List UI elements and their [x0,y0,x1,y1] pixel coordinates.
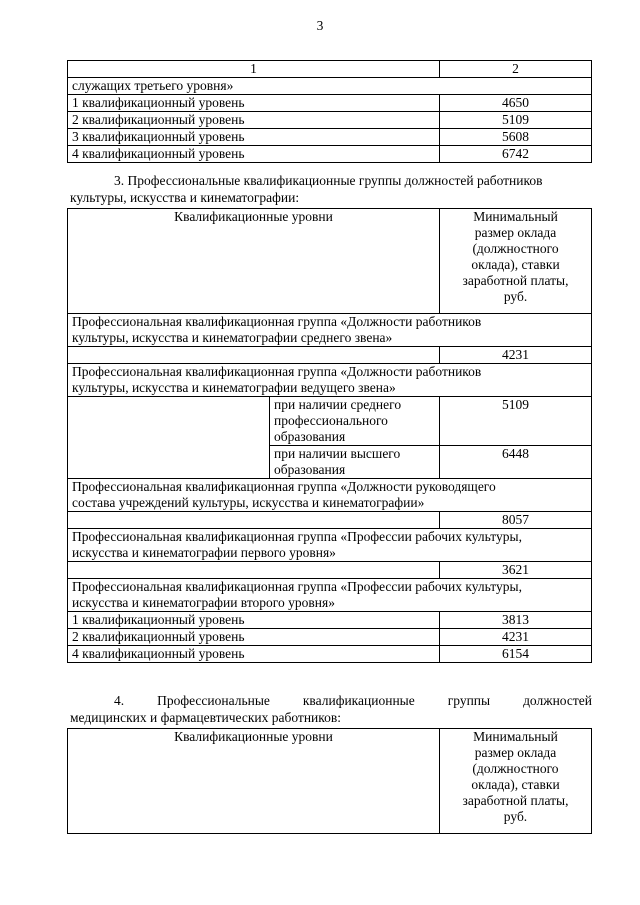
group-title-line: Профессиональная квалификационная группа «Профессии рабочих культуры, [72,579,522,594]
group-title [68,479,592,512]
min-salary-header [440,729,592,834]
condition-line: профессионального [274,413,388,428]
table-row [68,146,592,163]
salary-value: 5109 [440,397,592,446]
level-label: 1 квалификационный уровень [68,95,440,112]
table-row [68,629,592,646]
section-4-heading-line-1: 4. Профессиональные квалификационные группы должностей [114,693,592,708]
section-3-heading-line-1: 3. Профессиональные квалификационные группы должностей работников [114,173,543,188]
salary-value: 4231 [440,629,592,646]
group-title-line: Профессиональная квалификационная группа «Профессии рабочих культуры, [72,529,522,544]
education-condition [270,446,440,479]
group-title [68,364,592,397]
level-label: 4 квалификационный уровень [68,646,440,663]
salary-value: 4650 [440,95,592,112]
level-label: 3 квалификационный уровень [68,129,440,146]
group-title-line: Профессиональная квалификационная группа «Должности работников [72,364,482,379]
table-row [68,95,592,112]
header-line: Минимальный [473,729,558,744]
table-row [68,78,592,95]
min-salary-header [440,209,592,314]
levels-header: Квалификационные уровни [68,729,440,834]
header-line: заработной платы, [462,793,569,808]
group-title-line: культуры, искусства и кинематографии ведущего звена» [72,380,396,395]
header-line: (должностного [472,761,559,776]
group-row [68,314,592,347]
level-label: 2 квалификационный уровень [68,112,440,129]
group-title-line: искусства и кинематографии второго уровня» [72,595,335,610]
level-label: 4 квалификационный уровень [68,146,440,163]
salary-value: 3813 [440,612,592,629]
table-row [68,112,592,129]
salary-table-continuation [67,60,592,163]
section-4-heading [70,692,592,726]
table-header-row [68,61,592,78]
table-row [68,612,592,629]
header-line: руб. [503,809,528,824]
salary-value: 6154 [440,646,592,663]
section-3-heading [70,172,592,206]
salary-value: 8057 [440,512,592,529]
column-number-1: 1 [68,61,440,78]
levels-header: Квалификационные уровни [68,209,440,314]
salary-value: 5608 [440,129,592,146]
header-line: (должностного [472,241,559,256]
section-3-heading-line-2: культуры, искусства и кинематографии: [70,190,300,205]
group-title-line: состава учреждений культуры, искусства и кинематографии» [72,495,425,510]
salary-value: 5109 [440,112,592,129]
group-title-line: Профессиональная квалификационная группа «Должности руководящего [72,479,496,494]
header-line: заработной платы, [462,273,569,288]
group-title-line: культуры, искусства и кинематографии среднего звена» [72,330,393,345]
header-line: размер оклада [474,745,557,760]
salary-value: 6742 [440,146,592,163]
culture-salary-table [67,208,592,663]
group-title [68,529,592,562]
education-condition [270,397,440,446]
group-continuation: служащих третьего уровня» [68,78,592,95]
group-row [68,479,592,512]
group-row [68,364,592,397]
condition-line: при наличии среднего [274,397,402,412]
column-number-2: 2 [440,61,592,78]
condition-line: образования [274,462,346,477]
condition-line: образования [274,429,346,444]
header-line: оклада), ставки [471,777,560,792]
header-line: размер оклада [474,225,557,240]
group-title-line: Профессиональная квалификационная группа «Должности работников [72,314,482,329]
table-row [68,562,592,579]
salary-value: 3621 [440,562,592,579]
table-header-row [68,209,592,314]
salary-value: 6448 [440,446,592,479]
salary-value: 4231 [440,347,592,364]
table-row [68,397,592,446]
group-row [68,529,592,562]
table-row [68,646,592,663]
group-title [68,314,592,347]
section-4-heading-line-2: медицинских и фармацевтических работников: [70,710,342,725]
table-row [68,347,592,364]
medical-salary-table [67,728,592,834]
level-label: 2 квалификационный уровень [68,629,440,646]
header-line: руб. [503,289,528,304]
table-row [68,129,592,146]
page-number: 3 [316,18,324,33]
group-row [68,579,592,612]
group-title [68,579,592,612]
header-line: Минимальный [473,209,558,224]
condition-line: при наличии высшего [274,446,401,461]
group-title-line: искусства и кинематографии первого уровня» [72,545,336,560]
header-line: оклада), ставки [471,257,560,272]
table-row [68,512,592,529]
table-header-row [68,729,592,834]
level-label: 1 квалификационный уровень [68,612,440,629]
